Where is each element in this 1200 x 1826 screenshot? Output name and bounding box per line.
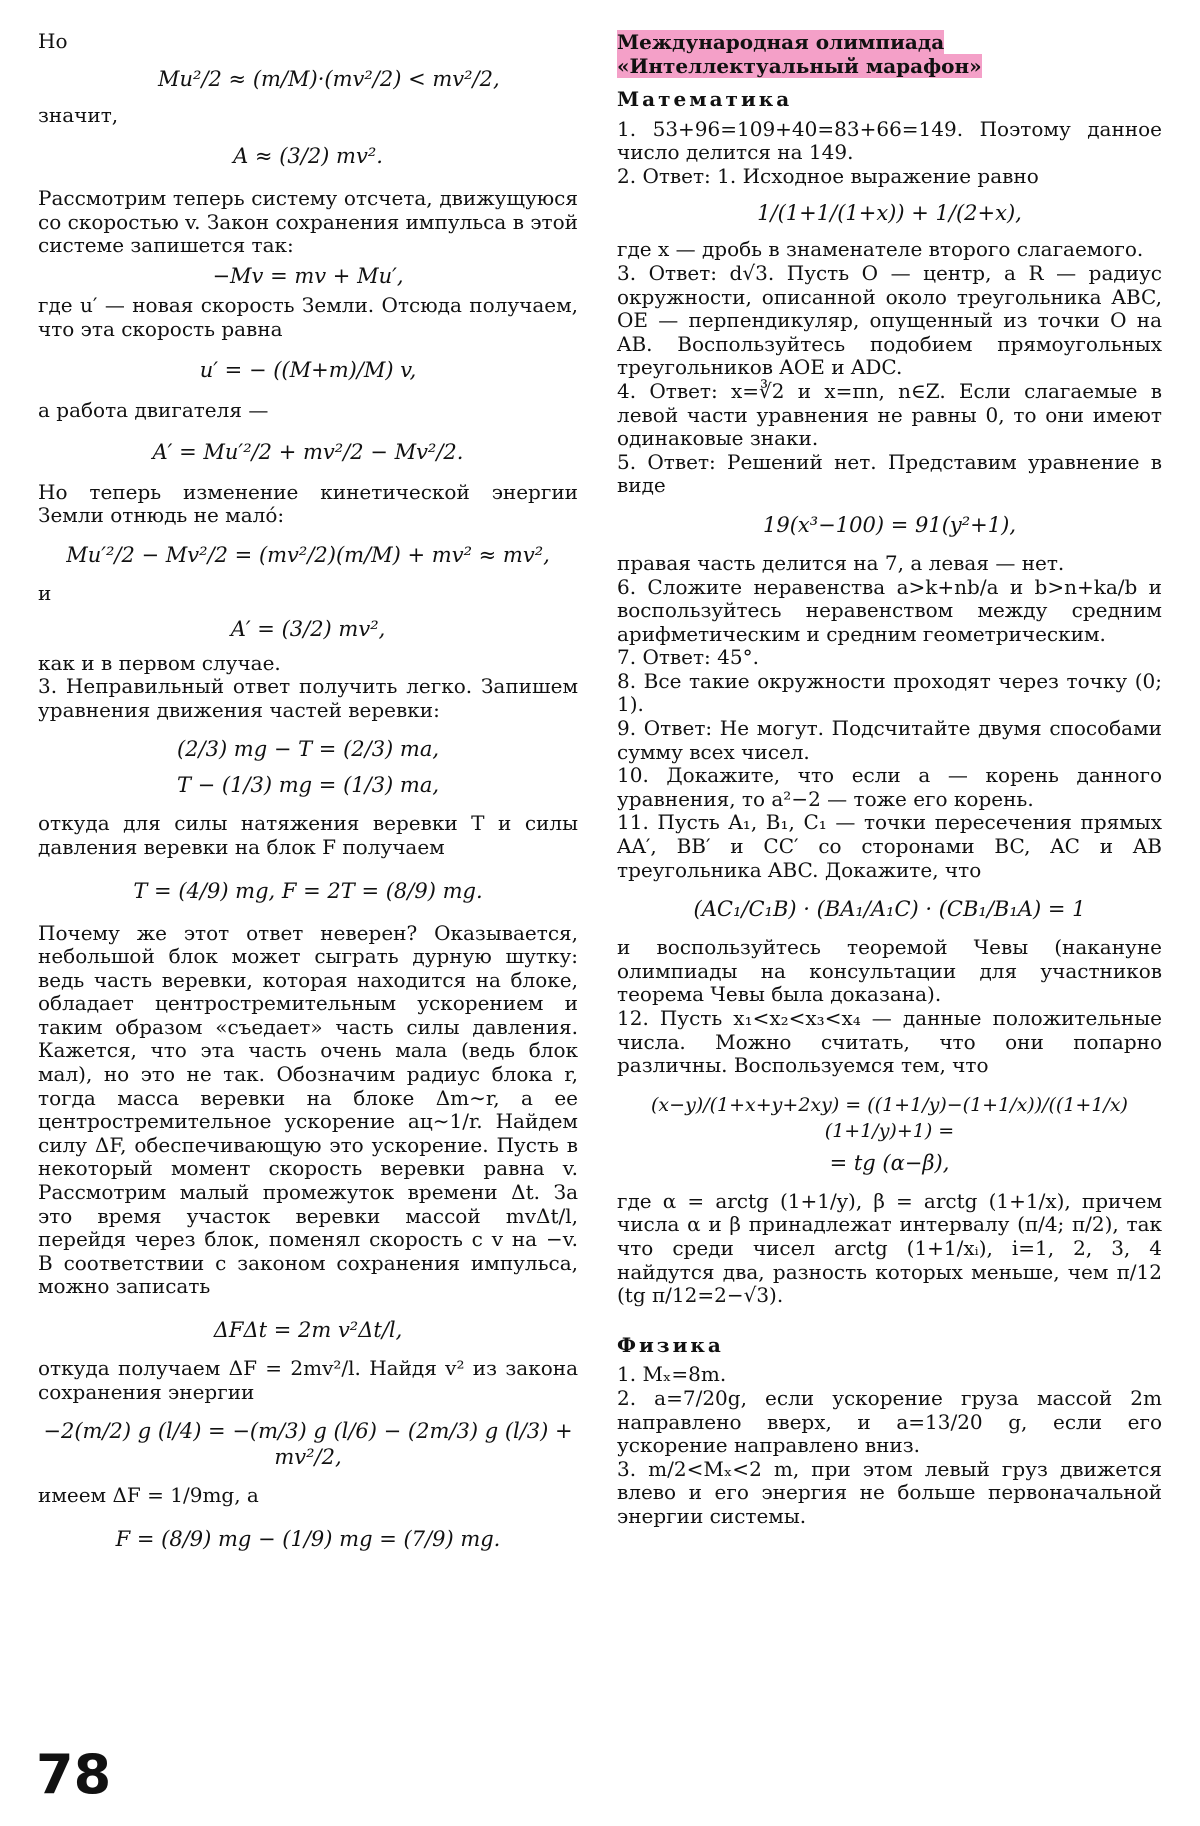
formula: Mu′²/2 − Mv²/2 = (mv²/2)(m/M) + mv² ≈ mv², <box>66 542 550 567</box>
paragraph: Почему же этот ответ неверен? Оказывается, небольшой блок может сыграть дурную шутку: ведь часть веревки, которая находится на блоке, обладает центростремительным ускорением и таким образом «съедает» часть силы давления. Кажется, что эта часть очень мала (ведь блок мал), но это не так. Обозначим радиус блока r, тогда масса веревки на блоке Δm∼r, а ее центростремительное ускорение aц∼1/r. Найдем силу ΔF, обеспечивающую это ускорение. Пусть в некоторый момент скорость веревки равна v. Рассмотрим малый промежуток времени Δt. За это время участок веревки массой mvΔt/l, перейдя через блок, поменял скорость с v на −v. В соответствии с законом сохранения импульса, можно записать <box>38 920 578 1299</box>
formula: F = (8/9) mg − (1/9) mg = (7/9) mg. <box>115 1526 501 1551</box>
page-number: 78 <box>36 1743 112 1806</box>
paragraph: 3. Неправильный ответ получить легко. Запишем уравнения движения частей веревки: <box>38 674 578 722</box>
paragraph: где α = arctg (1+1/y), β = arctg (1+1/x), причем числа α и β принадлежат интервалу (π/4; π/2), так что среди чисел arctg (1+1/xᵢ), i=1, 2, 3, 4 найдутся два, разность которых меньше, чем π/12 (tg π/12=2−√3). <box>617 1188 1162 1308</box>
answer-item: 1. Mₓ=8m. <box>617 1362 727 1387</box>
answer-item: 1. 53+96=109+40=83+66=149. Поэтому данное число делится на 149. <box>617 116 1162 165</box>
right-column <box>617 30 1162 1529</box>
paragraph: и воспользуйтесь теоремой Чевы (накануне олимпиады на консультации для участников теорема Чевы была доказана). <box>617 935 1162 1007</box>
formula: = tg (α−β), <box>829 1150 950 1175</box>
subsection-title-physics: Физика <box>617 1332 724 1357</box>
text-line: Но <box>38 29 68 53</box>
formula: (AC₁/C₁B) · (BA₁/A₁C) · (CB₁/B₁A) = 1 <box>693 897 1086 922</box>
answer-item: 9. Ответ: Не могут. Подсчитайте двумя способами сумму всех чисел. <box>617 716 1162 764</box>
formula: (x−y)/(1+x+y+2xy) = ((1+1/y)−(1+1/x))/((1+1/x)(1+1/y)+1) = <box>651 1093 1128 1142</box>
paragraph: откуда для силы натяжения веревки T и силы давления веревки на блок F получаем <box>38 811 578 859</box>
formula: A′ = (3/2) mv², <box>230 616 386 641</box>
answer-item: 3. Ответ: d√3. Пусть O — центр, а R — радиус окружности, описанной около треугольника ABC, OE — перпендикуляр, опущенный из точки O на AB. Воспользуйтесь подобием прямоугольных треугольников AOE и ADC. <box>617 260 1162 380</box>
left-column <box>38 30 578 1570</box>
answer-item: 2. a=7/20g, если ускорение груза массой 2m направлено вверх, и a=13/20 g, если его ускорение направлено вниз. <box>617 1385 1162 1458</box>
answer-item: 8. Все такие окружности проходят через точку (0; 1). <box>617 668 1162 717</box>
formula: T − (1/3) mg = (1/3) ma, <box>176 773 440 798</box>
formula: 19(x³−100) = 91(y²+1), <box>762 512 1016 537</box>
formula: ΔFΔt = 2m v²Δt/l, <box>213 1318 403 1342</box>
formula: 1/(1+1/(1+x)) + 1/(2+x), <box>757 201 1022 226</box>
formula: T = (4/9) mg, F = 2T = (8/9) mg. <box>133 878 483 903</box>
formula: (2/3) mg − T = (2/3) ma, <box>176 737 440 762</box>
formula: u′ = − ((M+m)/M) v, <box>199 358 417 383</box>
paragraph: где x — дробь в знаменателе второго слагаемого. <box>617 237 1144 262</box>
answer-item: 6. Сложите неравенства a>k+nb/a и b>n+ka/b и воспользуйтесь неравенством между средним арифметическим и средним геометрическим. <box>617 574 1162 646</box>
answer-item: 3. m/2<Mₓ<2 m, при этом левый груз движется влево и его энергия не больше первоначальной энергии системы. <box>617 1456 1162 1528</box>
header-subtitle: «Интеллектуальный марафон» <box>617 54 982 78</box>
text-line: значит, <box>38 102 119 127</box>
formula: A′ = Mu′²/2 + mv²/2 − Mv²/2. <box>152 439 464 464</box>
answer-item: 5. Ответ: Решений нет. Представим уравнение в виде <box>617 449 1162 498</box>
header-title: Международная олимпиада <box>617 30 945 54</box>
text-line: как и в первом случае. <box>38 650 281 675</box>
paragraph: правая часть делится на 7, а левая — нет. <box>617 550 1065 575</box>
paragraph: Рассмотрим теперь систему отсчета, движущуюся со скоростью v. Закон сохранения импульса в этой системе запишется так: <box>38 186 578 258</box>
paragraph: Но теперь изменение кинетической энергии Земли отнюдь не мало́: <box>38 479 578 528</box>
paragraph: а работа двигателя — <box>38 398 269 423</box>
subsection-title-math: Математика <box>617 87 793 111</box>
answer-item: 2. Ответ: 1. Исходное выражение равно <box>617 163 1039 188</box>
text-line: и <box>38 580 52 605</box>
paragraph: откуда получаем ΔF = 2mv²/l. Найдя v² из закона сохранения энергии <box>38 1356 578 1404</box>
section-header <box>617 30 1162 78</box>
formula: Mu²/2 ≈ (m/M)·(mv²/2) < mv²/2, <box>158 66 500 91</box>
formula: A ≈ (3/2) mv². <box>233 144 383 169</box>
answer-item: 4. Ответ: x=∛2 и x=πn, n∈Z. Если слагаемые в левой части уравнения не равны 0, то они имеют одинаковые знаки. <box>617 378 1162 451</box>
formula: −Mv = mv + Mu′, <box>212 263 404 288</box>
answer-item: 7. Ответ: 45°. <box>617 645 759 670</box>
formula: −2(m/2) g (l/4) = −(m/3) g (l/6) − (2m/3) g (l/3) + mv²/2, <box>43 1419 573 1470</box>
answer-item: 12. Пусть x₁<x₂<x₃<x₄ — данные положительные числа. Можно считать, что они попарно различны. Воспользуемся тем, что <box>617 1006 1162 1078</box>
answer-item: 11. Пусть A₁, B₁, C₁ — точки пересечения прямых AA′, BB′ и CC′ со сторонами BC, AC и AB треугольника ABC. Докажите, что <box>617 810 1162 882</box>
paragraph: где u′ — новая скорость Земли. Отсюда получаем, что эта скорость равна <box>38 292 578 341</box>
paragraph: имеем ΔF = 1/9mg, а <box>38 1483 259 1508</box>
answer-item: 10. Докажите, что если a — корень данного уравнения, то a²−2 — тоже его корень. <box>617 763 1162 811</box>
